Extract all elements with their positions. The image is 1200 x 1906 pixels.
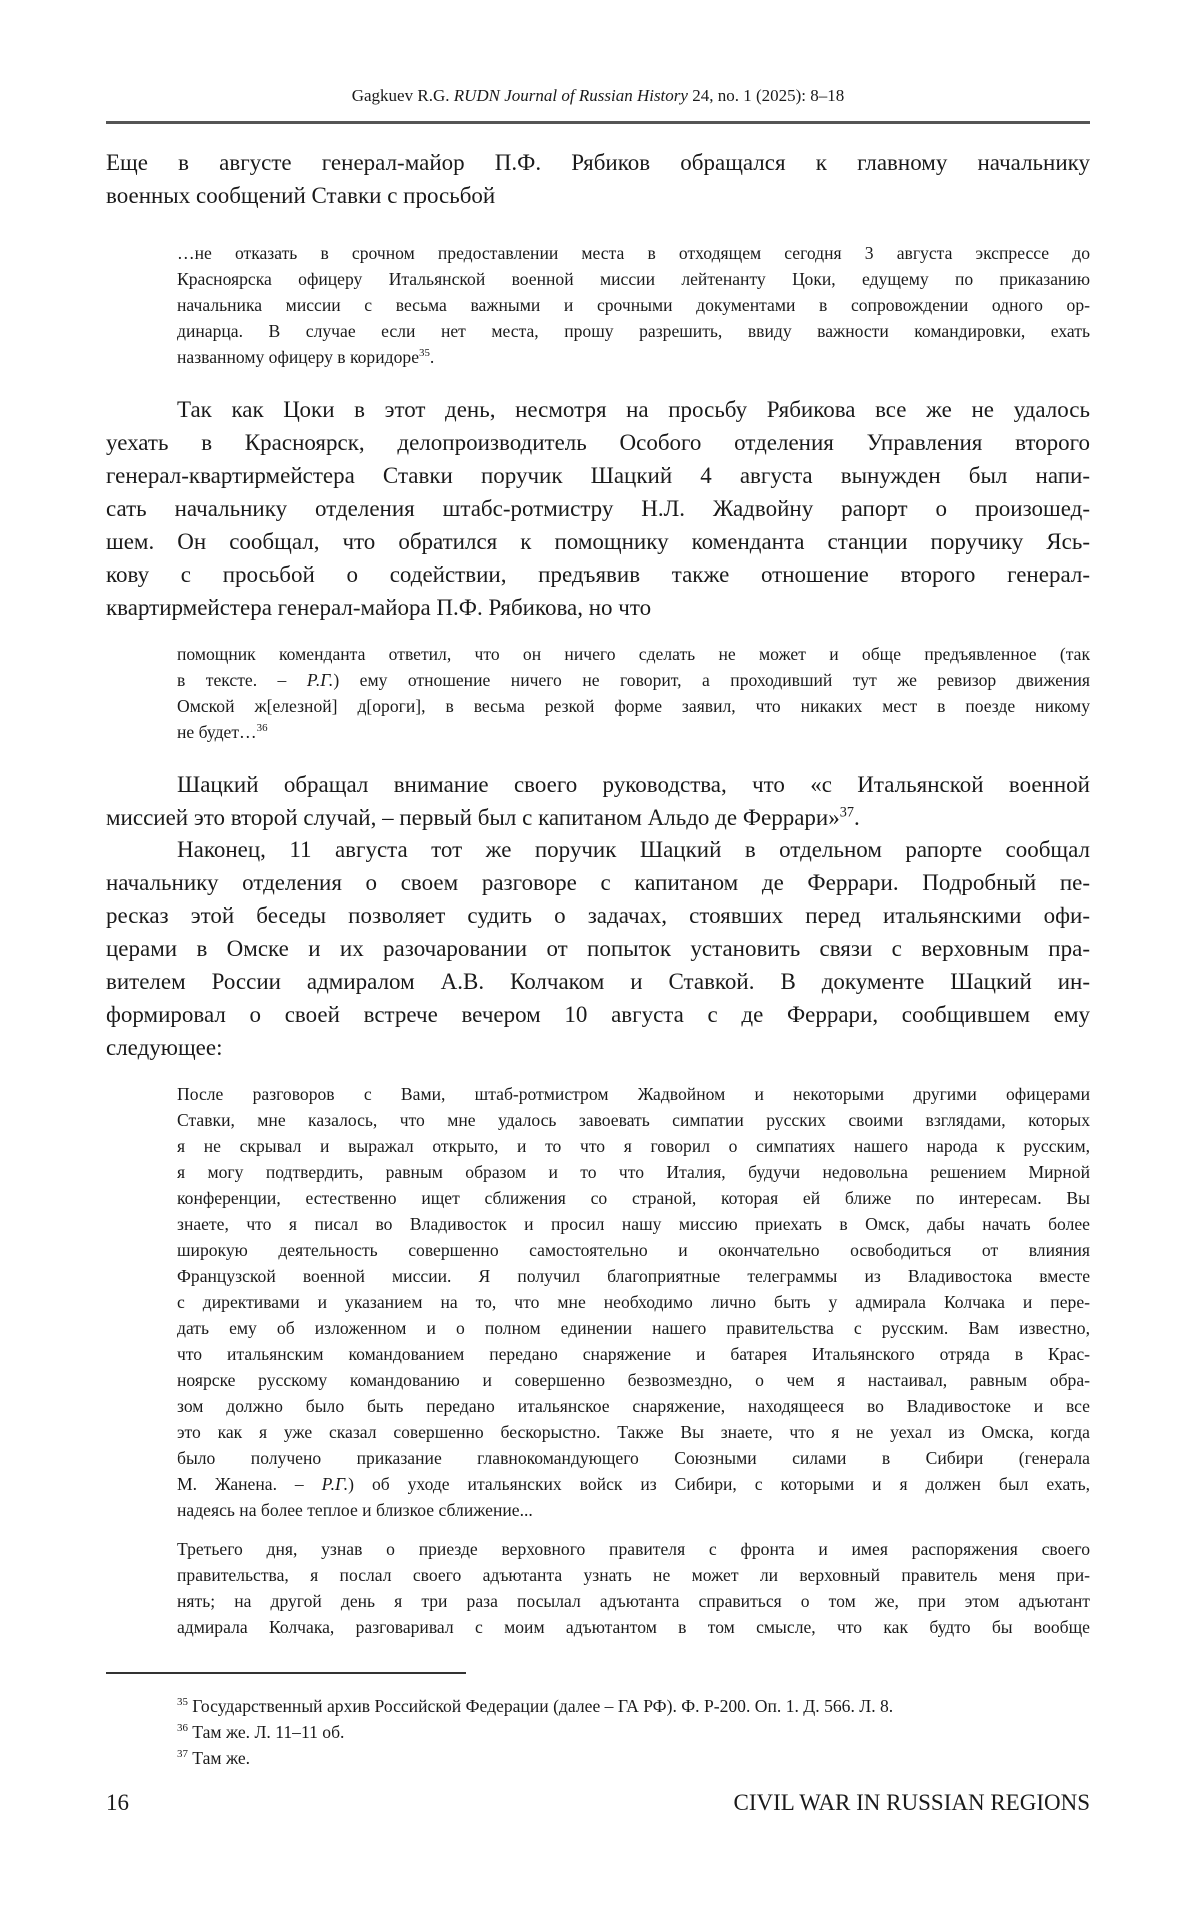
text-line: надеясь на более теплое и близкое сближение... [177, 1497, 1090, 1523]
footnote [177, 1745, 1090, 1771]
text-line: знаете, что я писал во Владивосток и просил нашу миссию приехать в Омск, дабы начать более [177, 1211, 1090, 1237]
text-line: Французской военной миссии. Я получил благоприятные телеграммы из Владивостока вместе [177, 1263, 1090, 1289]
text-segment: миссией это второй случай, – первый был с капитаном Альдо де Феррари» [106, 805, 840, 830]
text-line: Омской ж[елезной] д[ороги], в весьма резкой форме заявил, что никаких мест в поезде никому [177, 693, 1090, 719]
text-line: вителем России адмиралом А.В. Колчаком и Ставкой. В документе Шацкий ин- [106, 965, 1090, 998]
text-line: Третьего дня, узнав о приезде верховного правителя с фронта и имея распоряжения своего [177, 1536, 1090, 1562]
text-line: я не скрывал и выражал открыто, и то что я говорил о симпатиях нашего народа к русским, [177, 1133, 1090, 1159]
text-line: Наконец, 11 августа тот же поручик Шацкий в отдельном рапорте сообщал [106, 833, 1090, 866]
footnote-number: 35 [177, 1696, 188, 1708]
text-line: было получено приказание главнокомандующего Союзными силами в Сибири (генерала [177, 1445, 1090, 1471]
text-segment: ) об уходе итальянских войск из Сибири, с которыми и я должен был ехать, [348, 1474, 1090, 1494]
paragraph [106, 393, 1090, 624]
text-line [177, 719, 1090, 745]
paragraph [106, 833, 1090, 1064]
block-quote [177, 240, 1090, 370]
italic-text: Р.Г. [307, 670, 333, 690]
text-segment: ) ему отношение ничего не говорит, а проходивший тут же ревизор движения [333, 670, 1090, 690]
text-line [177, 1471, 1090, 1497]
text-line: Шацкий обращал внимание своего руководства, что «с Итальянской военной [106, 768, 1090, 801]
page-number: 16 [106, 1790, 129, 1816]
text-line: широкую деятельность совершенно самостоятельно и окончательно освободиться от влияния [177, 1237, 1090, 1263]
text-segment: названному офицеру в коридоре [177, 347, 419, 367]
text-line [177, 667, 1090, 693]
text-line: зом должно было быть передано итальянское снаряжение, находящееся во Владивостоке и все [177, 1393, 1090, 1419]
text-line: военных сообщений Ставки с просьбой [106, 179, 1090, 212]
text-line: кову с просьбой о содействии, предъявив также отношение второго генерал- [106, 558, 1090, 591]
text-line: дать ему об изложенном и о полном единении нашего правительства с русским. Вам известно, [177, 1315, 1090, 1341]
footnotes [177, 1693, 1090, 1771]
header-rule [106, 121, 1090, 124]
text-line: начальника миссии с весьма важными и срочными документами в сопровождении одного ор- [177, 292, 1090, 318]
text-line: формировал о своей встрече вечером 10 августа с де Феррари, сообщившем ему [106, 998, 1090, 1031]
text-segment: не будет… [177, 722, 257, 742]
text-line: уехать в Красноярск, делопроизводитель Особого отделения Управления второго [106, 426, 1090, 459]
footnote [177, 1693, 1090, 1719]
text-line: шем. Он сообщал, что обратился к помощнику коменданта станции поручику Ясь- [106, 525, 1090, 558]
text-line: с директивами и указанием на то, что мне необходимо лично быть у адмирала Колчака и пере- [177, 1289, 1090, 1315]
text-line: адмирала Колчака, разговаривал с моим адъютантом в том смысле, что как будто бы вообще [177, 1614, 1090, 1640]
text-line: нять; на другой день я три раза посылал адъютанта справиться о том же, при этом адъютант [177, 1588, 1090, 1614]
text-line: следующее: [106, 1031, 1090, 1064]
text-line: церами в Омске и их разочаровании от попыток установить связи с верховным пра- [106, 932, 1090, 965]
block-quote [177, 1081, 1090, 1523]
footnote-text: Там же. Л. 11–11 об. [188, 1722, 345, 1742]
text-line [177, 344, 1090, 370]
text-segment: М. Жанена. – [177, 1474, 322, 1494]
text-line: это как я уже сказал совершенно бескорыстно. Также Вы знаете, что я не уехал из Омска, когда [177, 1419, 1090, 1445]
text-line: квартирмейстера генерал-майора П.Ф. Рябикова, но что [106, 591, 1090, 624]
text-line: Красноярска офицеру Итальянской военной миссии лейтенанту Цоки, едущему по приказанию [177, 266, 1090, 292]
footnote-ref[interactable]: 36 [257, 722, 268, 734]
text-segment: в тексте. – [177, 670, 307, 690]
text-line: правительства, я послал своего адъютанта узнать не может ли верховный правитель меня при- [177, 1562, 1090, 1588]
text-line: сать начальнику отделения штабс-ротмистру Н.Л. Жадвойну рапорт о произошед- [106, 492, 1090, 525]
footnote-ref[interactable]: 35 [419, 347, 430, 359]
text-segment: . [430, 347, 434, 367]
footnote [177, 1719, 1090, 1745]
paragraph [106, 146, 1090, 212]
paragraph [106, 768, 1090, 834]
text-line: После разговоров с Вами, штаб-ротмистром Жадвойном и некоторыми другими офицерами [177, 1081, 1090, 1107]
text-segment: . [854, 805, 860, 830]
block-quote [177, 641, 1090, 745]
text-line: Ставки, мне казалось, что мне удалось завоевать симпатии русских своими взглядами, которых [177, 1107, 1090, 1133]
text-line: что итальянским командованием передано снаряжение и батарея Итальянского отряда в Крас- [177, 1341, 1090, 1367]
footer-section-title: CIVIL WAR IN RUSSIAN REGIONS [733, 1790, 1090, 1816]
text-line: помощник коменданта ответил, что он ничего сделать не может и обще предъявленное (так [177, 641, 1090, 667]
header-author: Gagkuev R.G. [352, 86, 454, 105]
block-quote [177, 1536, 1090, 1640]
text-line: начальнику отделения о своем разговоре с капитаном де Феррари. Подробный пе- [106, 866, 1090, 899]
text-line: динарца. В случае если нет места, прошу разрешить, ввиду важности командировки, ехать [177, 318, 1090, 344]
italic-text: Р.Г. [322, 1474, 348, 1494]
text-line: генерал-квартирмейстера Ставки поручик Шацкий 4 августа вынужден был напи- [106, 459, 1090, 492]
footnote-separator [106, 1672, 466, 1674]
text-line: я могу подтвердить, равным образом и то что Италия, будучи недовольна решением Мирной [177, 1159, 1090, 1185]
running-header [106, 86, 1090, 106]
header-issue: 24, no. 1 (2025): 8–18 [688, 86, 844, 105]
footnote-ref[interactable]: 37 [840, 804, 854, 820]
text-line: Еще в августе генерал-майор П.Ф. Рябиков обращался к главному начальнику [106, 146, 1090, 179]
text-line: конференции, естественно ищет сближения со страной, которая ей ближе по интересам. Вы [177, 1185, 1090, 1211]
footnote-text: Там же. [188, 1748, 250, 1768]
header-journal: RUDN Journal of Russian History [454, 86, 688, 105]
text-line [106, 801, 1090, 834]
footnote-number: 37 [177, 1748, 188, 1760]
text-line: ресказ этой беседы позволяет судить о задачах, стоявших перед итальянскими офи- [106, 899, 1090, 932]
footnote-text: Государственный архив Российской Федерации (далее – ГА РФ). Ф. Р-200. Оп. 1. Д. 566. Л. 8. [188, 1696, 893, 1716]
footnote-number: 36 [177, 1722, 188, 1734]
text-line: …не отказать в срочном предоставлении места в отходящем сегодня 3 августа экспрессе до [177, 240, 1090, 266]
text-line: ноярске русскому командованию и совершенно безвозмездно, о чем я настаивал, равным обра- [177, 1367, 1090, 1393]
text-line: Так как Цоки в этот день, несмотря на просьбу Рябикова все же не удалось [106, 393, 1090, 426]
